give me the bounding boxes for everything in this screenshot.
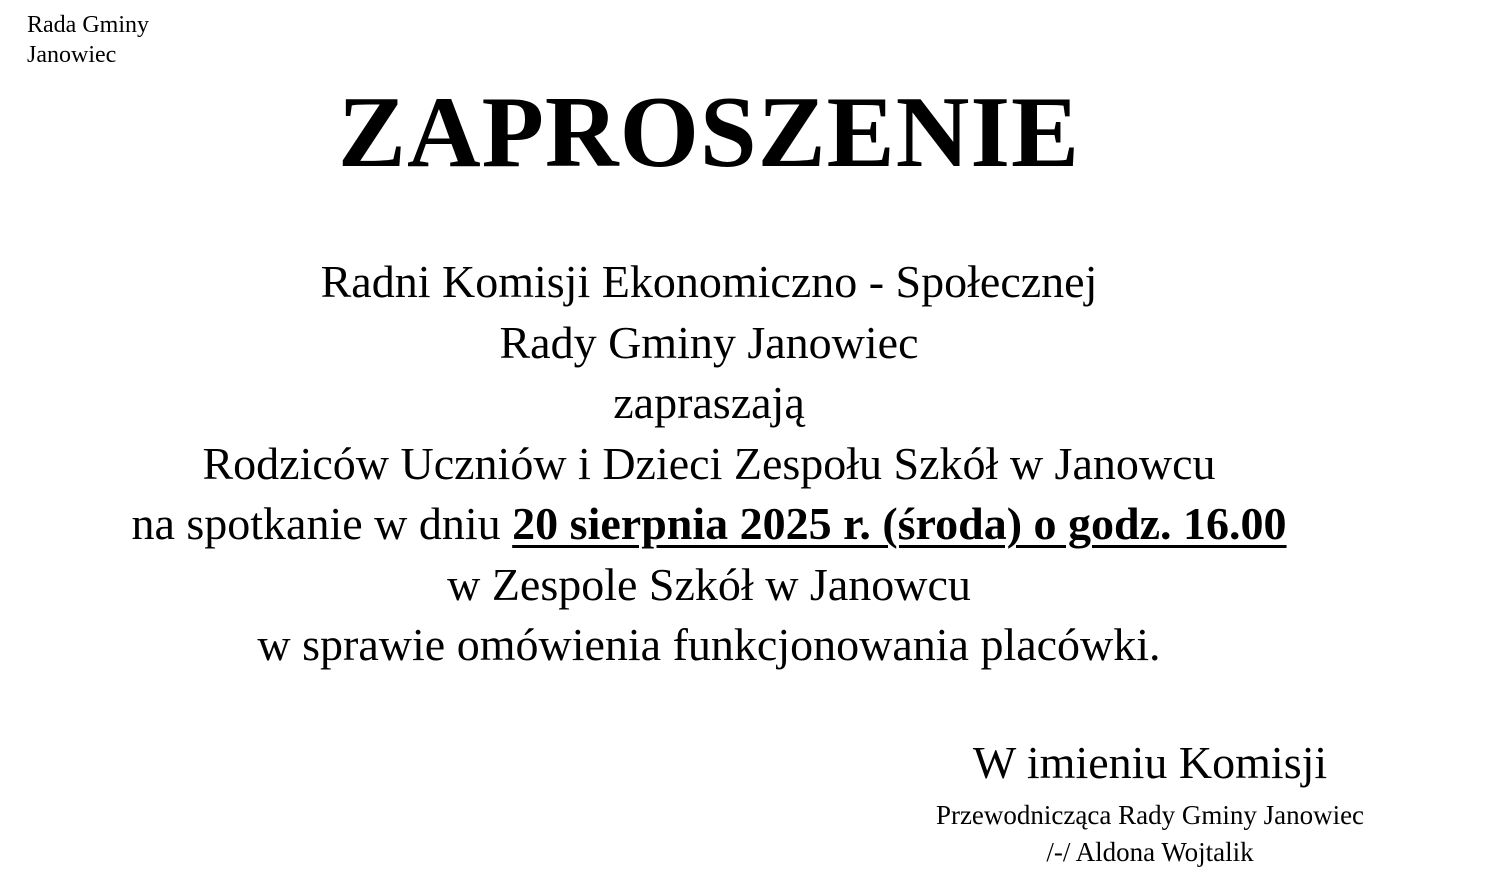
body-line-location: w Zespole Szkół w Janowcu <box>447 558 971 610</box>
signature-block <box>900 732 1400 870</box>
document-title: ZAPROSZENIE <box>337 76 1081 189</box>
body-line-invite-verb: zapraszają <box>613 377 805 428</box>
meeting-prefix: na spotkanie w dniu <box>131 498 513 549</box>
signature-committee: W imieniu Komisji <box>972 737 1328 788</box>
signature-name: /-/ Aldona Wojtalik <box>1046 837 1254 867</box>
body-line-council: Rady Gminy Janowiec <box>499 316 919 368</box>
issuer-line-2: Janowiec <box>27 42 117 68</box>
issuer-header <box>27 10 149 70</box>
body-line-inviters: Radni Komisji Ekonomiczno - Społecznej <box>320 256 1098 307</box>
body-line-meeting <box>0 494 1418 555</box>
invitation-body <box>0 252 1418 676</box>
body-line-invitees: Rodziców Uczniów i Dzieci Zespołu Szkół w Janowcu <box>202 437 1216 489</box>
body-line-purpose: w sprawie omówienia funkcjonowania placówki. <box>257 619 1161 670</box>
issuer-line-1: Rada Gminy <box>27 12 149 38</box>
meeting-date-time: 20 sierpnia 2025 r. (środa) o godz. 16.00 <box>512 498 1287 549</box>
signature-role: Przewodnicząca Rady Gminy Janowiec <box>935 800 1365 830</box>
